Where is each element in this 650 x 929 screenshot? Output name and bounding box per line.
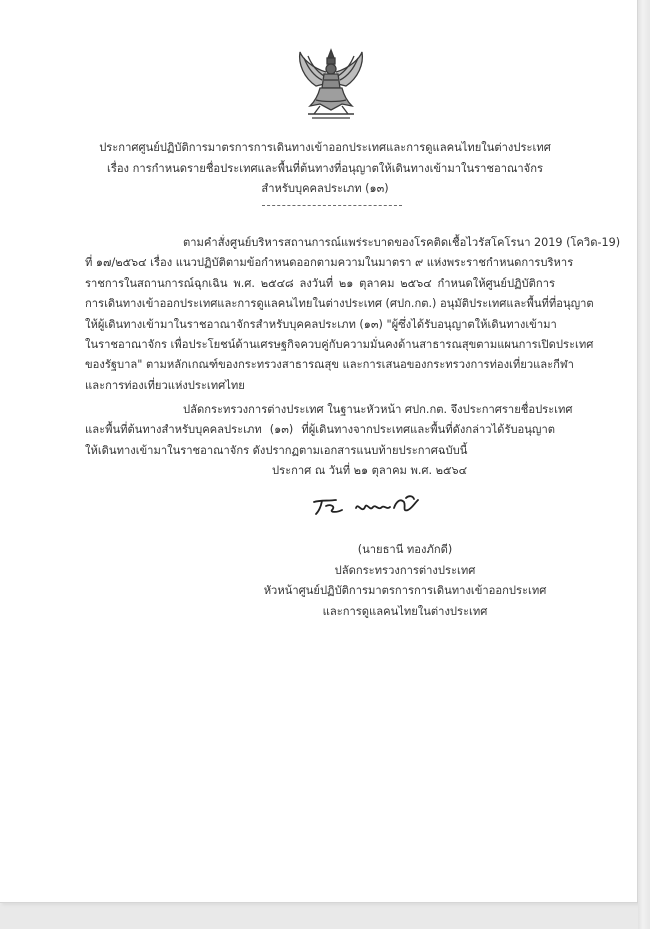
title-line-3: สำหรับบุคคลประเภท (๑๓) xyxy=(261,182,389,195)
title-line-1: ประกาศศูนย์ปฏิบัติการมาตรการการเดินทางเข้าออกประเทศและการดูแลคนไทยในต่างประเทศ xyxy=(99,141,551,154)
paragraph-2-line: และพื้นที่ต้นทางสำหรับบุคคลประเภท (๑๓) ที่ผู้เดินทางจากประเทศและพื้นที่ดังกล่าวได้รับอนุญาต xyxy=(85,423,555,437)
paragraph-1 xyxy=(85,233,621,396)
garuda-emblem-icon xyxy=(290,44,372,126)
paragraph-1-line: ที่ ๑๗/๒๕๖๔ เรื่อง แนวปฏิบัติตามข้อกำหนดออกตามความในมาตรา ๙ แห่งพระราชกำหนดการบริหาร xyxy=(85,256,574,270)
paragraph-1-line: ราชการในสถานการณ์ฉุกเฉิน พ.ศ. ๒๕๔๘ ลงวันที่ ๒๑ ตุลาคม ๒๕๖๔ กำหนดให้ศูนย์ปฏิบัติการ xyxy=(85,276,555,290)
announcement-title xyxy=(60,138,590,200)
signer-title-line: ปลัดกระทรวงการต่างประเทศ xyxy=(334,563,476,577)
paragraph-1-line: ของรัฐบาล" ตามหลักเกณฑ์ของกระทรวงสาธารณสุข และการเสนอของกระทรวงการท่องเที่ยวและกีฬา xyxy=(85,358,574,372)
paragraph-1-line: ให้ผู้เดินทางเข้ามาในราชอาณาจักรสำหรับบุคคลประเภท (๑๓) "ผู้ซึ่งได้รับอนุญาตให้เดินทางเข้ามา xyxy=(85,317,557,331)
paragraph-1-line: การเดินทางเข้าออกประเทศและการดูแลคนไทยในต่างประเทศ (ศปก.กต.) อนุมัติประเทศและพื้นที่ที่อนุญาต xyxy=(85,297,594,311)
signer-title-line: และการดูแลคนไทยในต่างประเทศ xyxy=(322,604,488,618)
title-separator xyxy=(262,205,402,206)
paragraph-2 xyxy=(85,400,573,461)
signature-icon xyxy=(310,492,422,520)
paragraph-2-line: ปลัดกระทรวงการต่างประเทศ ในฐานะหัวหน้า ศปก.กต. จึงประกาศรายชื่อประเทศ xyxy=(183,403,573,416)
signer-block xyxy=(240,540,570,622)
announcement-date: ประกาศ ณ วันที่ ๒๑ ตุลาคม พ.ศ. ๒๕๖๔ xyxy=(272,464,468,477)
signer-name: (นายธานี ทองภักดี) xyxy=(357,543,453,556)
paragraph-2-line: ให้เดินทางเข้ามาในราชอาณาจักร ดังปรากฏตามเอกสารแนบท้ายประกาศฉบับนี้ xyxy=(85,443,468,457)
paragraph-1-line: ในราชอาณาจักร เพื่อประโยชน์ด้านเศรษฐกิจควบคู่กับความมั่นคงด้านสาธารณสุขตามแผนการเปิดประเทศ xyxy=(85,338,594,352)
signer-title-line: หัวหน้าศูนย์ปฏิบัติการมาตรการการเดินทางเข้าออกประเทศ xyxy=(263,584,547,598)
page-edge xyxy=(638,0,650,929)
title-line-2: เรื่อง การกำหนดรายชื่อประเทศและพื้นที่ต้นทางที่อนุญาตให้เดินทางเข้ามาในราชอาณาจักร xyxy=(107,161,543,175)
paragraph-1-line: ตามคำสั่งศูนย์บริหารสถานการณ์แพร่ระบาดของโรคติดเชื้อไวรัสโคโรนา 2019 (โควิด-19) xyxy=(183,236,621,249)
paragraph-1-line: และการท่องเที่ยวแห่งประเทศไทย xyxy=(85,378,245,392)
